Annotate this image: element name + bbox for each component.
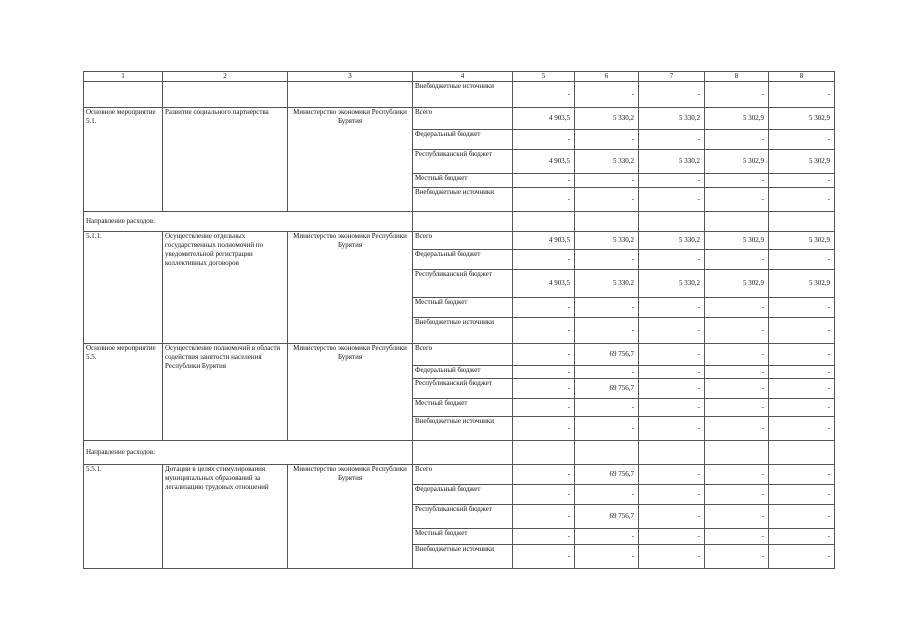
value-cell: - (639, 505, 705, 529)
table-row (84, 232, 835, 250)
value-cell: - (639, 188, 705, 212)
value-cell: - (705, 344, 769, 366)
value-cell: 69 756,7 (575, 379, 639, 399)
source-label: Всего (413, 232, 513, 250)
direction-label: Направление расходов: (84, 212, 413, 232)
source-label: Федеральный бюджет (413, 485, 513, 505)
value-cell: - (513, 174, 575, 188)
value-cell: 69 756,7 (575, 344, 639, 366)
value-cell: 5 330,2 (639, 232, 705, 250)
column-header: 3 (288, 72, 413, 82)
value-cell: 5 330,2 (639, 150, 705, 174)
source-label: Внебюджетные источники (413, 417, 513, 441)
item-title: Развитие социального партнерства (163, 108, 288, 212)
value-cell: - (639, 485, 705, 505)
value-cell: - (513, 130, 575, 150)
value-cell: 5 302,9 (769, 270, 835, 298)
value-cell: 5 302,9 (705, 108, 769, 130)
value-cell: - (575, 545, 639, 569)
responsible-executor: Министерство экономики Республики Бурятия (288, 465, 413, 569)
item-title: Осуществление отдельных государственных полномочий по уведомительной регистрации коллективных договоров (163, 232, 288, 344)
value-cell: - (769, 379, 835, 399)
value-cell: - (769, 188, 835, 212)
value-cell: - (513, 399, 575, 417)
value-cell: 5 302,9 (705, 232, 769, 250)
value-cell: 5 330,2 (575, 108, 639, 130)
value-cell: - (639, 417, 705, 441)
value-cell: - (575, 529, 639, 545)
value-cell: 5 302,9 (705, 150, 769, 174)
source-label: Местный бюджет (413, 174, 513, 188)
source-label: Внебюджетные источники (413, 188, 513, 212)
value-cell: - (575, 318, 639, 344)
value-cell: - (513, 366, 575, 379)
table-row (84, 344, 835, 366)
source-label: Местный бюджет (413, 399, 513, 417)
source-label: Республиканский бюджет (413, 270, 513, 298)
value-cell: - (639, 529, 705, 545)
source-label: Местный бюджет (413, 298, 513, 318)
source-label: Республиканский бюджет (413, 379, 513, 399)
value-cell: - (705, 174, 769, 188)
value-cell: - (513, 529, 575, 545)
value-cell: - (769, 344, 835, 366)
value-cell: - (705, 417, 769, 441)
column-header: 2 (163, 72, 288, 82)
value-cell: 5 330,2 (575, 270, 639, 298)
source-label: Внебюджетные источники (413, 318, 513, 344)
value-cell: - (575, 485, 639, 505)
value-cell: 5 330,2 (639, 270, 705, 298)
value-cell: - (639, 545, 705, 569)
value-cell: - (705, 130, 769, 150)
value-cell: - (705, 250, 769, 270)
direction-row (84, 441, 835, 465)
source-label: Республиканский бюджет (413, 505, 513, 529)
value-cell: - (575, 399, 639, 417)
value-cell: - (639, 250, 705, 270)
value-cell: - (639, 344, 705, 366)
column-header: 8 (769, 72, 835, 82)
value-cell: - (513, 417, 575, 441)
column-header: 8 (705, 72, 769, 82)
value-cell: - (705, 529, 769, 545)
value-cell: - (705, 318, 769, 344)
value-cell: 4 903,5 (513, 108, 575, 130)
source-label: Внебюджетные источники (413, 82, 513, 108)
item-title: Дотации в целях стимулирования муниципальных образований за легализацию трудовых отношений (163, 465, 288, 569)
value-cell: - (769, 318, 835, 344)
value-cell: - (513, 82, 575, 108)
item-title: Осуществление полномочий в области содействия занятости населения Республики Бурятия (163, 344, 288, 441)
value-cell: 69 756,7 (575, 505, 639, 529)
value-cell: 5 302,9 (769, 150, 835, 174)
value-cell: - (705, 82, 769, 108)
column-header: 1 (84, 72, 163, 82)
value-cell: - (575, 250, 639, 270)
value-cell: - (769, 174, 835, 188)
responsible-executor: Министерство экономики Республики Бурятия (288, 344, 413, 441)
value-cell: - (513, 344, 575, 366)
value-cell: - (639, 82, 705, 108)
value-cell: - (513, 485, 575, 505)
value-cell: - (575, 82, 639, 108)
value-cell: 5 330,2 (575, 150, 639, 174)
value-cell: - (639, 465, 705, 485)
value-cell: - (769, 529, 835, 545)
value-cell: - (769, 485, 835, 505)
table-row (84, 108, 835, 130)
value-cell: - (639, 130, 705, 150)
value-cell: - (769, 82, 835, 108)
value-cell: - (705, 366, 769, 379)
value-cell: 4 903,5 (513, 270, 575, 298)
value-cell: 5 330,2 (639, 108, 705, 130)
value-cell: - (575, 188, 639, 212)
value-cell: - (705, 399, 769, 417)
source-label: Федеральный бюджет (413, 130, 513, 150)
value-cell: - (769, 399, 835, 417)
responsible-executor: Министерство экономики Республики Бурятия (288, 232, 413, 344)
direction-row (84, 212, 835, 232)
header-row (84, 72, 835, 82)
value-cell: - (705, 298, 769, 318)
column-header: 7 (639, 72, 705, 82)
budget-table (83, 71, 835, 569)
source-label: Республиканский бюджет (413, 150, 513, 174)
value-cell: - (513, 298, 575, 318)
value-cell: - (705, 379, 769, 399)
value-cell: - (705, 465, 769, 485)
value-cell: - (639, 318, 705, 344)
value-cell: - (639, 298, 705, 318)
value-cell: - (513, 545, 575, 569)
value-cell: - (769, 366, 835, 379)
direction-label: Направление расходов: (84, 441, 413, 465)
value-cell: - (769, 250, 835, 270)
value-cell: - (513, 465, 575, 485)
item-code: 5.1.1. (84, 232, 163, 344)
responsible-executor: Министерство экономики Республики Бурятия (288, 108, 413, 212)
value-cell: - (575, 366, 639, 379)
table-row (84, 465, 835, 485)
value-cell: - (705, 188, 769, 212)
value-cell: 5 302,9 (769, 232, 835, 250)
value-cell: - (639, 379, 705, 399)
value-cell: - (769, 545, 835, 569)
value-cell: - (705, 545, 769, 569)
source-label: Всего (413, 108, 513, 130)
value-cell: 69 756,7 (575, 465, 639, 485)
value-cell: - (575, 298, 639, 318)
value-cell: - (769, 130, 835, 150)
value-cell: - (639, 174, 705, 188)
item-code: Основное мероприятие 5.5. (84, 344, 163, 441)
value-cell: - (705, 505, 769, 529)
value-cell: 5 302,9 (769, 108, 835, 130)
column-header: 4 (413, 72, 513, 82)
value-cell: - (639, 399, 705, 417)
column-header: 5 (513, 72, 575, 82)
value-cell: - (705, 485, 769, 505)
item-code: Основное мероприятие 5.1. (84, 108, 163, 212)
value-cell: - (513, 250, 575, 270)
value-cell: - (575, 417, 639, 441)
value-cell: - (513, 379, 575, 399)
value-cell: - (513, 505, 575, 529)
value-cell: 4 903,5 (513, 232, 575, 250)
value-cell: - (769, 505, 835, 529)
value-cell: - (769, 417, 835, 441)
source-label: Федеральный бюджет (413, 250, 513, 270)
value-cell: - (769, 465, 835, 485)
source-label: Всего (413, 344, 513, 366)
value-cell: 4 903,5 (513, 150, 575, 174)
value-cell: - (513, 318, 575, 344)
value-cell: 5 302,9 (705, 270, 769, 298)
table-row (84, 82, 835, 108)
value-cell: - (575, 174, 639, 188)
source-label: Всего (413, 465, 513, 485)
item-code: 5.5.1. (84, 465, 163, 569)
value-cell: - (513, 188, 575, 212)
value-cell: 5 330,2 (575, 232, 639, 250)
value-cell: - (639, 366, 705, 379)
source-label: Местный бюджет (413, 529, 513, 545)
value-cell: - (575, 130, 639, 150)
source-label: Федеральный бюджет (413, 366, 513, 379)
column-header: 6 (575, 72, 639, 82)
source-label: Внебюджетные источники (413, 545, 513, 569)
value-cell: - (769, 298, 835, 318)
